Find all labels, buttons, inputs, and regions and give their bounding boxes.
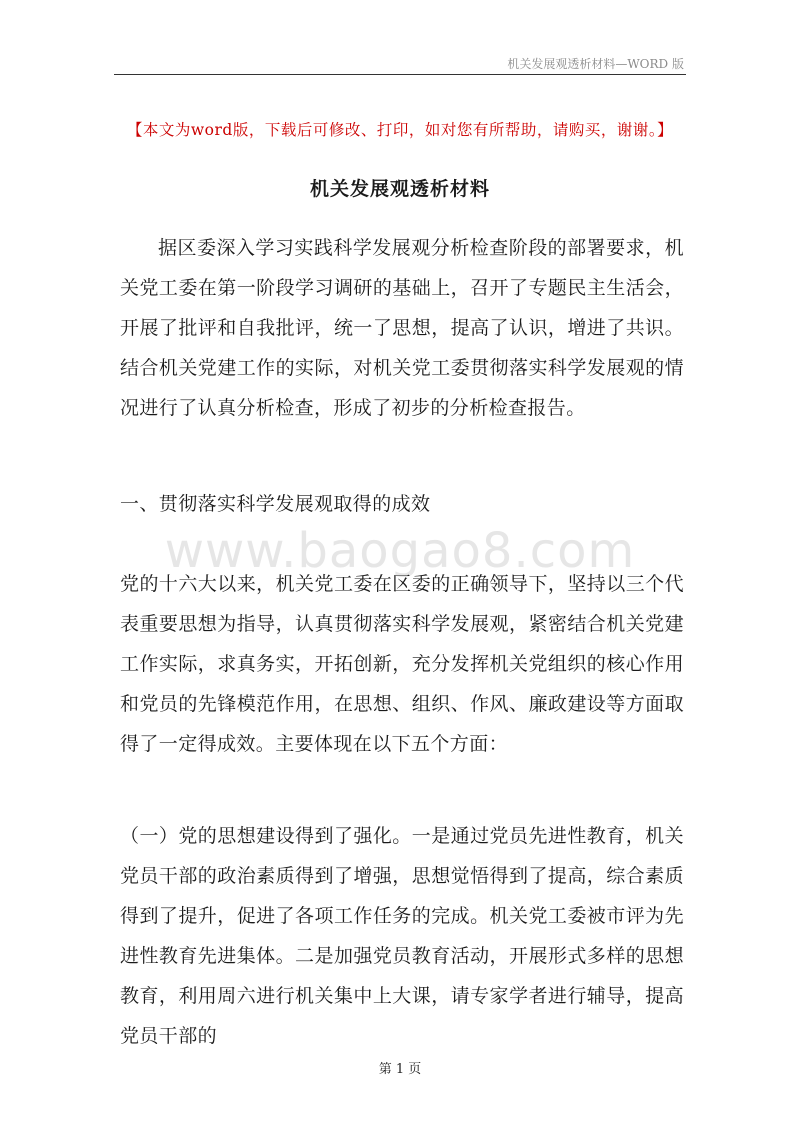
- download-notice: 【本文为word版，下载后可修改、打印，如对您有所帮助，请购买，谢谢。】: [126, 121, 674, 139]
- running-header: 机关发展观透析材料—WORD 版: [507, 57, 684, 71]
- watermark: www.baogao8.com: [164, 523, 636, 579]
- intro-paragraph: 据区委深入学习实践科学发展观分析检查阶段的部署要求，机关党工委在第一阶段学习调研的基础上，召开了专题民主生活会，开展了批评和自我批评，统一了思想，提高了认识，增进了共识。结合机关党建工作的实际，对机关党工委贯彻落实科学发展观的情况进行了认真分析检查，形成了初步的分析检查报告。: [120, 237, 684, 419]
- document-title: 机关发展观透析材料: [309, 178, 490, 200]
- subsection-paragraph: （一）党的思想建设得到了强化。一是通过党员先进性教育，机关党员干部的政治素质得到了增强，思想觉悟得到了提高，综合素质得到了提升，促进了各项工作任务的完成。机关党工委被市评为先进性教育先进集体。二是加强党员教育活动，开展形式多样的思想教育，利用周六进行机关集中上大课，请专家学者进行辅导，提高党员干部的: [120, 825, 684, 1047]
- section-heading: 一、贯彻落实科学发展观取得的成效: [120, 493, 431, 515]
- section-body-paragraph: 党的十六大以来，机关党工委在区委的正确领导下，坚持以三个代表重要思想为指导，认真贯彻落实科学发展观，紧密结合机关党建工作实际，求真务实，开拓创新，充分发挥机关党组织的核心作用和党员的先锋模范作用，在思想、组织、作风、廉政建设等方面取得了一定得成效。主要体现在以下五个方面：: [120, 573, 684, 755]
- page-number: 第 1 页: [378, 1062, 422, 1077]
- header-divider: [114, 74, 686, 75]
